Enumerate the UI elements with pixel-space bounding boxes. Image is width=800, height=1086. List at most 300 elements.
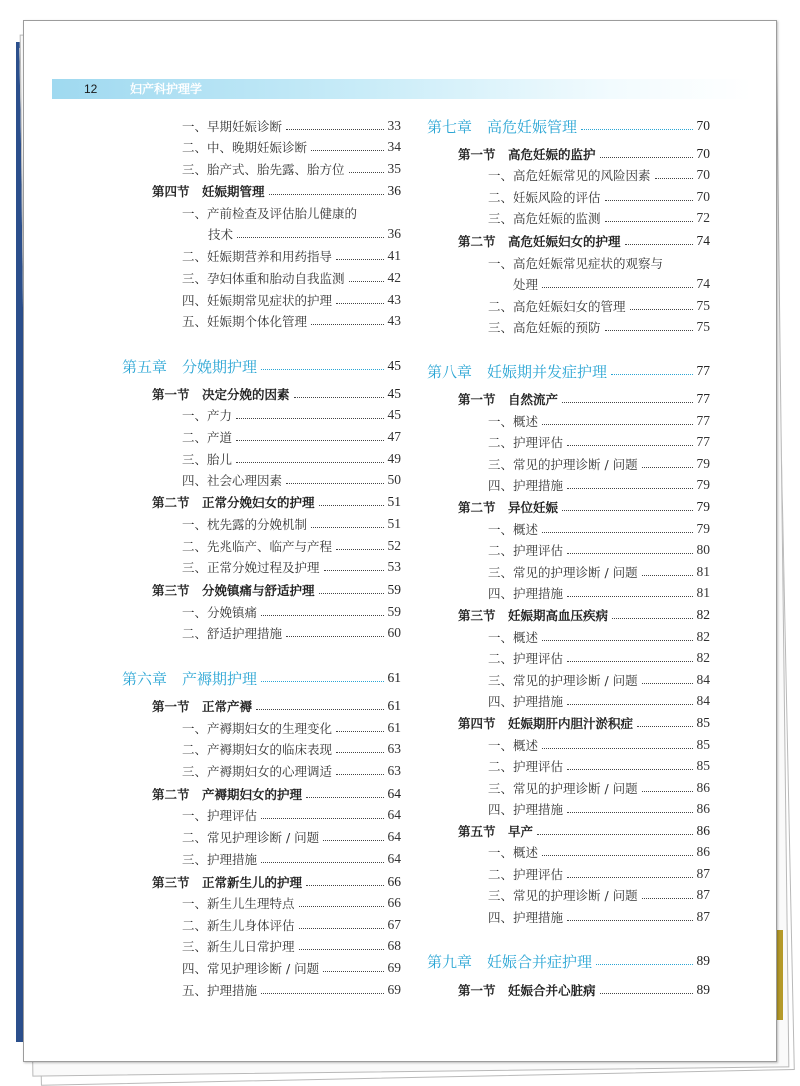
toc-left-entry[interactable] [182, 804, 401, 826]
dot-leader [562, 402, 692, 403]
toc-right-entry[interactable] [488, 561, 710, 583]
toc-page-number: 87 [696, 887, 710, 902]
dot-leader [323, 840, 383, 841]
toc-left-entry[interactable] [182, 957, 401, 979]
toc-entry-title: 一、概述 [488, 630, 539, 645]
dot-leader [349, 172, 384, 173]
toc-entry-title: 四、常见护理诊断 / 问题 [182, 961, 320, 976]
toc-right-entry[interactable] [488, 453, 710, 475]
toc-page-number: 85 [696, 758, 710, 773]
toc-page-number: 85 [696, 737, 710, 752]
toc-left-entry[interactable] [208, 223, 401, 245]
toc-entry-title: 四、护理措施 [488, 910, 564, 925]
toc-entry-title: 第七章 高危妊娠管理 [427, 117, 578, 136]
toc-right-entry[interactable] [488, 626, 710, 648]
dot-leader [261, 615, 383, 616]
toc-page-number: 81 [696, 585, 710, 600]
toc-page-number: 45 [387, 407, 401, 422]
toc-entry-title: 三、胎儿 [182, 452, 233, 467]
toc-left-entry[interactable] [182, 826, 401, 848]
dot-leader [655, 178, 693, 179]
toc-left-entry[interactable] [182, 535, 401, 557]
toc-right-chapter[interactable] [427, 950, 710, 972]
toc-right-entry[interactable] [488, 798, 710, 820]
dot-leader [299, 906, 384, 907]
dot-leader [567, 488, 692, 489]
toc-page-number: 86 [696, 780, 710, 795]
dot-leader [537, 834, 692, 835]
toc-entry-title: 二、妊娠风险的评估 [488, 190, 601, 205]
toc-entry-title: 一、产前检查及评估胎儿健康的 [182, 206, 358, 221]
dot-leader [542, 532, 692, 533]
toc-left-chapter[interactable] [122, 667, 401, 689]
dot-leader [611, 374, 692, 375]
toc-left-entry[interactable] [182, 202, 401, 224]
dot-leader [600, 993, 693, 994]
toc-page-number: 63 [387, 741, 401, 756]
toc-page-number: 80 [696, 542, 710, 557]
toc-page-number: 36 [387, 183, 401, 198]
dot-leader [336, 752, 383, 753]
toc-page-number: 82 [696, 607, 710, 622]
toc-right-entry[interactable] [488, 164, 710, 186]
dot-leader [319, 505, 384, 506]
toc-page-number: 70 [696, 189, 710, 204]
dot-leader [605, 200, 693, 201]
toc-page-number: 45 [387, 386, 401, 401]
dot-leader [567, 661, 692, 662]
toc-page-number: 66 [387, 895, 401, 910]
toc-page-number: 59 [387, 582, 401, 597]
toc-entry-title: 二、中、晚期妊娠诊断 [182, 140, 308, 155]
toc-left-entry[interactable] [182, 717, 401, 739]
toc-entry-title: 二、产褥期妇女的临床表现 [182, 742, 333, 757]
dot-leader [542, 640, 692, 641]
toc-left-section[interactable] [152, 783, 401, 805]
toc-left-section[interactable] [152, 695, 401, 717]
toc-entry-title: 二、护理评估 [488, 867, 564, 882]
toc-page-number: 64 [387, 851, 401, 866]
toc-left-entry[interactable] [182, 310, 401, 332]
toc-left-section[interactable] [152, 871, 401, 893]
toc-entry-title: 第二节 正常分娩妇女的护理 [152, 495, 315, 510]
toc-entry-title: 三、常见的护理诊断 / 问题 [488, 888, 638, 903]
toc-right-entry[interactable] [488, 252, 710, 274]
toc-entry-title: 三、产褥期妇女的心理调适 [182, 764, 333, 779]
toc-entry-title: 二、高危妊娠妇女的管理 [488, 299, 626, 314]
toc-left-entry[interactable] [182, 158, 401, 180]
dot-leader [323, 971, 383, 972]
toc-right-entry[interactable] [488, 841, 710, 863]
toc-entry-title: 第一节 妊娠合并心脏病 [458, 983, 596, 998]
toc-left-chapter[interactable] [122, 355, 401, 377]
dot-leader [336, 774, 383, 775]
toc-page-number: 64 [387, 786, 401, 801]
toc-page-number: 51 [387, 516, 401, 531]
toc-right-section[interactable] [458, 496, 710, 518]
toc-left-entry[interactable] [182, 136, 401, 158]
dot-leader [311, 150, 383, 151]
toc-entry-title: 二、产道 [182, 430, 233, 445]
toc-page-number: 47 [387, 429, 401, 444]
toc-entry-title: 第三节 分娩镇痛与舒适护理 [152, 583, 315, 598]
book-edge-yellow [777, 930, 783, 1020]
toc-page-number: 43 [387, 292, 401, 307]
toc-page-number: 50 [387, 472, 401, 487]
toc-left-section[interactable] [152, 579, 401, 601]
dot-leader [319, 593, 384, 594]
toc-entry-title: 一、早期妊娠诊断 [182, 119, 283, 134]
toc-left-entry[interactable] [182, 267, 401, 289]
dot-leader [567, 769, 692, 770]
toc-page-number: 82 [696, 629, 710, 644]
toc-left-entry[interactable] [182, 115, 401, 137]
toc-left-entry[interactable] [182, 513, 401, 535]
toc-entry-title: 一、高危妊娠常见症状的观察与 [488, 256, 664, 271]
toc-entry-title: 第五章 分娩期护理 [122, 357, 258, 376]
toc-page-number: 84 [696, 672, 710, 687]
toc-page-number: 70 [696, 146, 710, 161]
dot-leader [336, 303, 383, 304]
dot-leader [299, 949, 384, 950]
toc-right-entry[interactable] [488, 582, 710, 604]
toc-page-number: 67 [387, 917, 401, 932]
toc-page-number: 33 [387, 118, 401, 133]
toc-right-entry[interactable] [488, 539, 710, 561]
toc-right-section[interactable] [458, 388, 710, 410]
toc-page-number: 64 [387, 829, 401, 844]
toc-entry-title: 第五节 早产 [458, 824, 534, 839]
dot-leader [605, 221, 693, 222]
toc-entry-title: 三、护理措施 [182, 852, 258, 867]
dot-leader [286, 483, 383, 484]
toc-entry-title: 第二节 高危妊娠妇女的护理 [458, 234, 621, 249]
toc-page-number: 77 [696, 413, 710, 428]
toc-right-entry[interactable] [488, 690, 710, 712]
toc-page-number: 77 [696, 434, 710, 449]
toc-entry-title: 第一节 高危妊娠的监护 [458, 147, 596, 162]
toc-page-number: 35 [387, 161, 401, 176]
toc-entry-title: 第一节 自然流产 [458, 392, 559, 407]
dot-leader [236, 462, 383, 463]
toc-entry-title: 二、常见护理诊断 / 问题 [182, 830, 320, 845]
toc-left-entry[interactable] [182, 892, 401, 914]
toc-page-number: 86 [696, 801, 710, 816]
dot-leader [237, 237, 383, 238]
dot-leader [306, 797, 383, 798]
toc-entry-title: 第二节 异位妊娠 [458, 500, 559, 515]
toc-entry-title: 四、护理措施 [488, 694, 564, 709]
dot-leader [336, 731, 383, 732]
book-title: 妇产科护理学 [130, 82, 203, 96]
toc-page-number: 63 [387, 763, 401, 778]
toc-entry-title: 三、胎产式、胎先露、胎方位 [182, 162, 345, 177]
toc-page-number: 75 [696, 298, 710, 313]
toc-page-number: 86 [696, 844, 710, 859]
toc-left-entry[interactable] [182, 848, 401, 870]
toc-page-number: 70 [696, 167, 710, 182]
toc-entry-title: 第八章 妊娠期并发症护理 [427, 362, 608, 381]
toc-right-entry[interactable] [488, 777, 710, 799]
toc-page-number: 87 [696, 909, 710, 924]
dot-leader [286, 636, 383, 637]
toc-page-number: 82 [696, 650, 710, 665]
toc-entry-title: 三、正常分娩过程及护理 [182, 560, 320, 575]
toc-left-entry[interactable] [182, 935, 401, 957]
dot-leader [261, 681, 383, 682]
dot-leader [596, 964, 692, 965]
toc-page-number: 61 [387, 670, 401, 685]
dot-leader [256, 709, 383, 710]
dot-leader [261, 993, 383, 994]
dot-leader [286, 129, 383, 130]
dot-leader [306, 885, 383, 886]
toc-entry-title: 第一节 正常产褥 [152, 699, 253, 714]
toc-left-entry[interactable] [182, 289, 401, 311]
dot-leader [336, 259, 383, 260]
toc-right-entry[interactable] [488, 884, 710, 906]
dot-leader [336, 549, 383, 550]
toc-left-entry[interactable] [182, 601, 401, 623]
toc-page-number: 66 [387, 874, 401, 889]
toc-page-number: 70 [696, 118, 710, 133]
toc-page-number: 45 [387, 358, 401, 373]
toc-page-number: 77 [696, 363, 710, 378]
toc-page-number: 53 [387, 559, 401, 574]
toc-left-entry[interactable] [182, 622, 401, 644]
toc-page-number: 49 [387, 451, 401, 466]
toc-right-section[interactable] [458, 143, 710, 165]
dot-leader [642, 467, 693, 468]
toc-page-number: 79 [696, 477, 710, 492]
toc-page-number: 85 [696, 715, 710, 730]
toc-page-number: 69 [387, 960, 401, 975]
toc-entry-title: 三、新生儿日常护理 [182, 939, 295, 954]
dot-leader [542, 287, 692, 288]
toc-entry-title: 第三节 正常新生儿的护理 [152, 875, 303, 890]
toc-entry-title: 四、护理措施 [488, 586, 564, 601]
toc-entry-title: 第四节 妊娠期管理 [152, 184, 265, 199]
toc-left-entry[interactable] [182, 760, 401, 782]
toc-right-entry[interactable] [488, 207, 710, 229]
dot-leader [567, 920, 692, 921]
toc-right-entry[interactable] [488, 906, 710, 928]
dot-leader [637, 726, 692, 727]
toc-page-number: 51 [387, 494, 401, 509]
toc-page-number: 84 [696, 693, 710, 708]
toc-page-number: 77 [696, 391, 710, 406]
toc-page-number: 87 [696, 866, 710, 881]
toc-right-entry[interactable] [488, 431, 710, 453]
toc-left-entry[interactable] [182, 738, 401, 760]
toc-left-entry[interactable] [182, 979, 401, 1001]
dot-leader [324, 570, 384, 571]
dot-leader [605, 330, 693, 331]
toc-entry-title: 一、新生儿生理特点 [182, 896, 295, 911]
toc-page-number: 75 [696, 319, 710, 334]
dot-leader [542, 855, 692, 856]
toc-right-entry[interactable] [488, 863, 710, 885]
toc-right-entry[interactable] [488, 295, 710, 317]
dot-leader [567, 877, 692, 878]
dot-leader [562, 510, 692, 511]
toc-left-section[interactable] [152, 383, 401, 405]
toc-right-chapter[interactable] [427, 115, 710, 137]
toc-right-section[interactable] [458, 604, 710, 626]
toc-entry-title: 第六章 产褥期护理 [122, 669, 258, 688]
toc-page-number: 89 [696, 953, 710, 968]
toc-entry-title: 四、妊娠期常见症状的护理 [182, 293, 333, 308]
toc-page-number: 79 [696, 456, 710, 471]
toc-entry-title: 四、社会心理因素 [182, 473, 283, 488]
toc-page-number: 60 [387, 625, 401, 640]
dot-leader [630, 309, 693, 310]
toc-entry-title: 二、新生儿身体评估 [182, 918, 295, 933]
toc-left-entry[interactable] [182, 448, 401, 470]
toc-entry-title: 二、先兆临产、临产与产程 [182, 539, 333, 554]
toc-page-number: 59 [387, 604, 401, 619]
dot-leader [299, 928, 384, 929]
toc-page-number: 41 [387, 248, 401, 263]
toc-right-section[interactable] [458, 230, 710, 252]
toc-entry-title: 一、概述 [488, 845, 539, 860]
toc-page-number: 43 [387, 313, 401, 328]
dot-leader [236, 440, 383, 441]
toc-page-number: 79 [696, 521, 710, 536]
dot-leader [236, 418, 383, 419]
toc-page-number: 89 [696, 982, 710, 997]
dot-leader [349, 281, 384, 282]
dot-leader [261, 862, 383, 863]
dot-leader [294, 397, 384, 398]
toc-entry-title: 三、常见的护理诊断 / 问题 [488, 457, 638, 472]
toc-entry-title: 一、概述 [488, 738, 539, 753]
toc-right-entry[interactable] [513, 273, 710, 295]
dot-leader [261, 369, 383, 370]
toc-page-number: 72 [696, 210, 710, 225]
toc-page-number: 34 [387, 139, 401, 154]
toc-entry-title: 二、护理评估 [488, 759, 564, 774]
toc-entry-title: 一、护理评估 [182, 808, 258, 823]
toc-right-section[interactable] [458, 712, 710, 734]
dot-leader [642, 575, 693, 576]
toc-entry-title: 处理 [513, 277, 539, 292]
toc-page-number: 74 [696, 233, 710, 248]
toc-entry-title: 一、枕先露的分娩机制 [182, 517, 308, 532]
dot-leader [567, 445, 692, 446]
dot-leader [600, 157, 693, 158]
toc-entry-title: 二、护理评估 [488, 435, 564, 450]
dot-leader [642, 898, 693, 899]
toc-entry-title: 第二节 产褥期妇女的护理 [152, 787, 303, 802]
dot-leader [612, 618, 692, 619]
toc-entry-title: 一、产褥期妇女的生理变化 [182, 721, 333, 736]
toc-entry-title: 五、护理措施 [182, 983, 258, 998]
toc-page-number: 42 [387, 270, 401, 285]
dot-leader [642, 683, 693, 684]
toc-entry-title: 一、分娩镇痛 [182, 605, 258, 620]
toc-left-entry[interactable] [182, 914, 401, 936]
toc-right-entry[interactable] [488, 410, 710, 432]
toc-page [23, 20, 777, 1062]
toc-left-entry[interactable] [182, 426, 401, 448]
dot-leader [625, 244, 693, 245]
toc-left-entry[interactable] [182, 469, 401, 491]
toc-entry-title: 第九章 妊娠合并症护理 [427, 952, 593, 971]
toc-page-number: 68 [387, 938, 401, 953]
toc-right-section[interactable] [458, 820, 710, 842]
toc-right-section[interactable] [458, 979, 710, 1001]
toc-entry-title: 四、护理措施 [488, 802, 564, 817]
toc-entry-title: 二、妊娠期营养和用药指导 [182, 249, 333, 264]
toc-entry-title: 一、概述 [488, 414, 539, 429]
toc-entry-title: 三、常见的护理诊断 / 问题 [488, 565, 638, 580]
toc-left-section[interactable] [152, 180, 401, 202]
toc-right-entry[interactable] [488, 755, 710, 777]
toc-page-number: 79 [696, 499, 710, 514]
toc-right-entry[interactable] [488, 647, 710, 669]
toc-entry-title: 技术 [208, 227, 234, 242]
toc-page-number: 64 [387, 807, 401, 822]
toc-page-number: 81 [696, 564, 710, 579]
toc-entry-title: 四、护理措施 [488, 478, 564, 493]
toc-entry-title: 第一节 决定分娩的因素 [152, 387, 290, 402]
toc-entry-title: 三、常见的护理诊断 / 问题 [488, 781, 638, 796]
toc-entry-title: 三、常见的护理诊断 / 问题 [488, 673, 638, 688]
dot-leader [269, 194, 384, 195]
dot-leader [567, 812, 692, 813]
toc-entry-title: 三、孕妇体重和胎动自我监测 [182, 271, 345, 286]
toc-entry-title: 二、护理评估 [488, 651, 564, 666]
dot-leader [542, 748, 692, 749]
toc-right-entry[interactable] [488, 518, 710, 540]
toc-entry-title: 三、高危妊娠的监测 [488, 211, 601, 226]
toc-page-number: 61 [387, 698, 401, 713]
toc-entry-title: 一、产力 [182, 408, 233, 423]
page-header-bar [52, 79, 752, 99]
toc-page-number: 86 [696, 823, 710, 838]
dot-leader [581, 129, 692, 130]
toc-left-entry[interactable] [182, 556, 401, 578]
toc-right-entry[interactable] [488, 734, 710, 756]
dot-leader [542, 424, 692, 425]
dot-leader [311, 324, 383, 325]
dot-leader [567, 553, 692, 554]
toc-right-entry[interactable] [488, 316, 710, 338]
page-number: 12 [84, 82, 98, 96]
dot-leader [642, 791, 693, 792]
toc-right-entry[interactable] [488, 669, 710, 691]
dot-leader [311, 527, 383, 528]
toc-left-entry[interactable] [182, 245, 401, 267]
toc-entry-title: 五、妊娠期个体化管理 [182, 314, 308, 329]
toc-page-number: 52 [387, 538, 401, 553]
toc-page-number: 61 [387, 720, 401, 735]
dot-leader [261, 818, 383, 819]
toc-page-number: 74 [696, 276, 710, 291]
toc-page-number: 69 [387, 982, 401, 997]
toc-right-chapter[interactable] [427, 360, 710, 382]
toc-left-section[interactable] [152, 491, 401, 513]
toc-page-number: 36 [387, 226, 401, 241]
toc-right-entry[interactable] [488, 186, 710, 208]
toc-entry-title: 二、舒适护理措施 [182, 626, 283, 641]
toc-entry-title: 第三节 妊娠期高血压疾病 [458, 608, 609, 623]
toc-entry-title: 三、高危妊娠的预防 [488, 320, 601, 335]
toc-left-entry[interactable] [182, 404, 401, 426]
toc-entry-title: 第四节 妊娠期肝内胆汁淤积症 [458, 716, 634, 731]
toc-right-entry[interactable] [488, 474, 710, 496]
